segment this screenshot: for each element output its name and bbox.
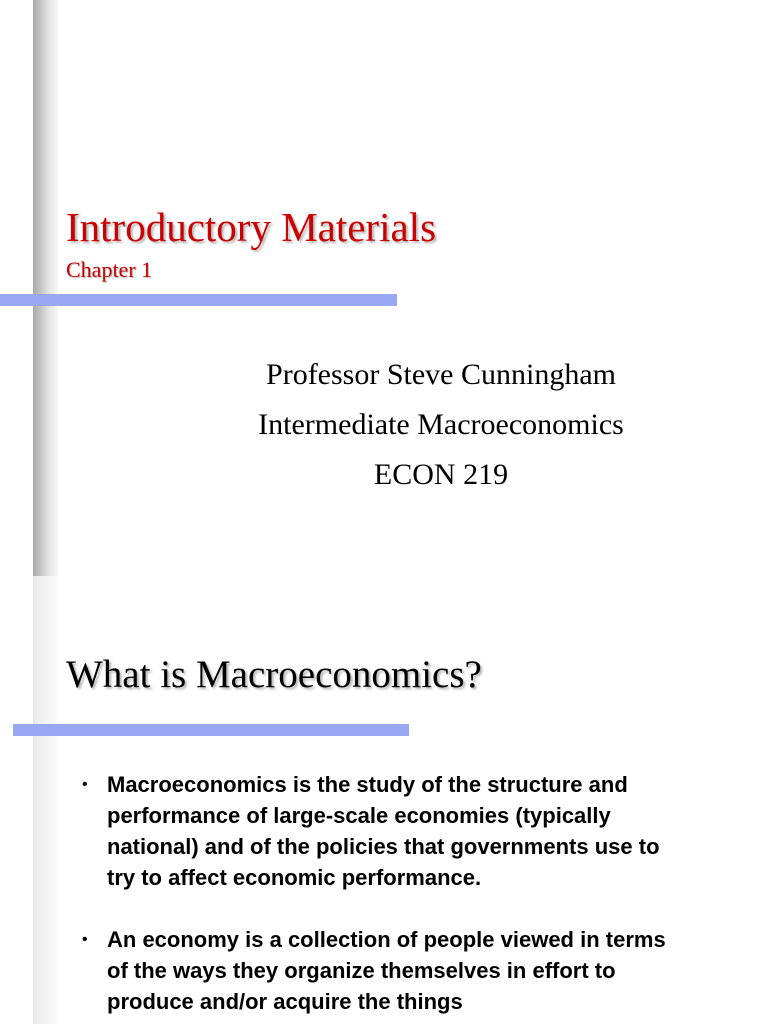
- slide-chapter-label: Chapter 1: [66, 257, 153, 282]
- course-name: Intermediate Macroeconomics: [258, 408, 624, 441]
- course-code: ECON 219: [373, 458, 509, 491]
- slide-title: What is Macroeconomics?: [66, 653, 482, 696]
- slide-side-bar: [33, 576, 58, 1024]
- slide-title: Introductory Materials: [66, 204, 437, 250]
- slide-side-bar: [33, 0, 58, 576]
- bullet-item: [80, 924, 680, 1017]
- title-underline-bar: [13, 724, 409, 736]
- bullet-mark: •: [82, 776, 88, 793]
- professor-name: Professor Steve Cunningham: [266, 358, 616, 391]
- bullet-text: Macroeconomics is the study of the structure and performance of large-scale economies (typically national) and of the policies that governments use to try to affect economic performance.: [107, 772, 660, 890]
- slide-what-is-macroeconomics: [0, 576, 768, 1024]
- bullet-text: An economy is a collection of people viewed in terms of the ways they organize themselves in effort to produce and/or acquire the things: [107, 927, 666, 1014]
- title-underline-bar: [0, 294, 397, 306]
- course-info: [200, 350, 682, 500]
- bullet-item: [80, 769, 680, 893]
- bullet-list: [80, 769, 680, 1024]
- bullet-mark: •: [82, 931, 88, 948]
